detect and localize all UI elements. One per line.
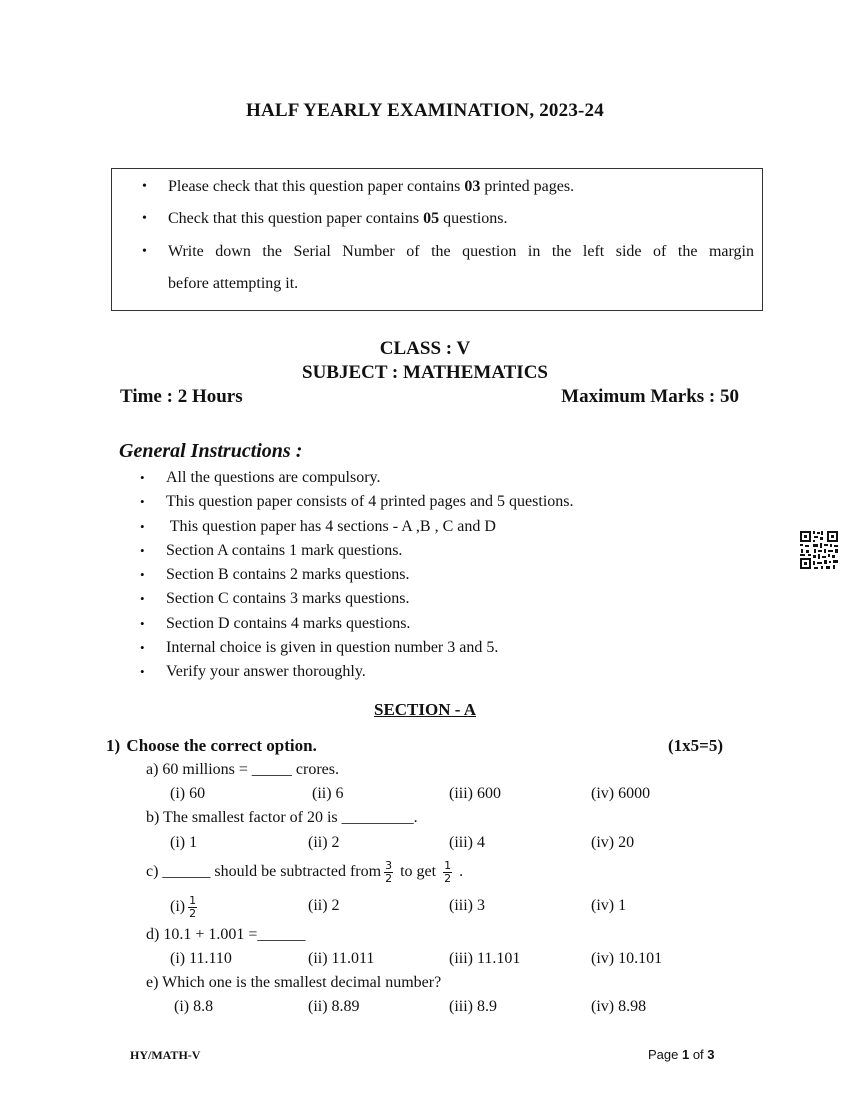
bullet-icon: •: [140, 664, 145, 680]
section-a-heading: SECTION - A: [373, 700, 477, 719]
option: (iv) 8.98: [591, 998, 647, 1015]
time-label: Time : 2 Hours: [120, 386, 243, 407]
option: (iv) 10.101: [591, 950, 663, 967]
option: (iv) 1: [591, 897, 627, 914]
option: (iii) 11.101: [449, 950, 521, 967]
class-label: CLASS : V: [379, 338, 471, 359]
option: (iii) 600: [449, 785, 501, 802]
bullet-icon: •: [140, 615, 145, 631]
fraction: $\frac{1}{2}$: [189, 893, 197, 920]
bullet-icon: •: [142, 244, 147, 259]
question-prompt: Choose the correct option.: [126, 736, 317, 755]
bullet-icon: •: [142, 211, 147, 226]
subject-label: SUBJECT : MATHEMATICS: [302, 362, 548, 383]
option: (iv) 20: [591, 834, 635, 851]
bullet-icon: •: [142, 179, 147, 194]
option: (i) 60: [170, 785, 206, 802]
option: (iii) 4: [449, 834, 485, 851]
question-1-heading: [106, 736, 317, 756]
qr-code-icon: [799, 530, 839, 570]
bullet-icon: •: [140, 494, 145, 510]
bullet-icon: •: [140, 518, 145, 534]
fraction: $\frac{3}{2}$: [385, 858, 393, 885]
option: (ii) 6: [312, 785, 344, 802]
page-number: Page 1 of 3: [648, 1047, 715, 1062]
bullet-icon: •: [140, 591, 145, 607]
question-part-e: e) Which one is the smallest decimal number?: [146, 974, 442, 991]
exam-title: HALF YEARLY EXAMINATION, 2023-24: [246, 100, 604, 121]
option: (ii) 8.89: [308, 998, 360, 1015]
bullet-icon: •: [140, 470, 145, 485]
option: (i) 1: [170, 834, 198, 851]
question-part-c: c) ______ should be subtracted from $\frac{3}{2}$ to get $\frac{1}{2}$ .: [146, 858, 464, 885]
option: (i) 8.8: [174, 998, 214, 1015]
option: (iv) 6000: [591, 785, 651, 802]
qr-code-graphic: [799, 530, 839, 570]
option: (i) $\frac{1}{2}$: [170, 893, 197, 920]
paper-code: HY/MATH-V: [130, 1048, 201, 1062]
question-1-marks: (1x5=5): [668, 736, 724, 755]
exam-page: HALF YEARLY EXAMINATION, 2023-24 • Please check that this question paper contains 03 printed pages. • Check that this question paper contains 05 questions. • Write down the Serial Number of the question in the left side of the margin before attempting it. CLASS : V SUBJECT : MATHEMATICS Time : 2 Hours Maximum Marks : 50 General Instructions : • All the questions are compulsory. • This question paper consists of 4 printed pages and 5 questions. • This question paper has 4 sections - A ,B , C and D • Section A contains 1 mark questions. • Section B contains 2 marks questions. • Section C contains 3 marks questions. • Section D contains 4 marks questions. • Internal choice is given in question number 3 and 5. • Verify your answer thoroughly. SECTION - A 1) Choose the correct option. (1x5=5) a) 60 millions = _____ crores. (i) 60 (ii) 6 (iii) 600 (iv) 6000 b) The smallest factor of 20 is _________. (i) 1 (ii) 2 (iii) 4 (iv) 20 c) ______ should be subtracted from $\frac{3}{2}$ to get $\frac{1}{2}$ . (i) $\frac{1}{2}$ (ii) 2 (iii) 3 (iv) 1 d) 10.1 + 1.001 =______ (i) 11.110 (ii) 11.011 (iii) 11.101 (iv) 10.101 e) Which one is the smallest decimal number? (i) 8.8 (ii) 8.89 (iii) 8.9 (iv) 8.98 HY/MATH-V Page 1 of 3: [0, 0, 850, 1100]
notice-box: • Please check that this question paper contains 03 printed pages. • Check that this question paper contains 05 questions. • Write down the Serial Number of the question in the left side of the margin before attempting it.: [111, 168, 763, 311]
option: (iii) 3: [449, 897, 485, 914]
general-instructions-heading: General Instructions :: [119, 440, 303, 462]
option: (ii) 2: [308, 897, 340, 914]
option: (i) 11.110: [170, 950, 232, 967]
option: (iii) 8.9: [449, 998, 497, 1015]
option: (ii) 11.011: [308, 950, 375, 967]
question-part-a: a) 60 millions = _____ crores.: [146, 761, 339, 778]
notice-line: Write down the Serial Number of the question in the left side of the margin: [168, 243, 754, 260]
bullet-icon: •: [140, 567, 145, 583]
bullet-icon: •: [140, 542, 145, 558]
question-number: 1): [106, 736, 121, 755]
question-part-d: d) 10.1 + 1.001 =______: [146, 926, 306, 943]
question-part-b: b) The smallest factor of 20 is _________.: [146, 809, 418, 826]
bullet-icon: •: [140, 640, 145, 656]
option: (ii) 2: [308, 834, 340, 851]
max-marks-label: Maximum Marks : 50: [561, 386, 739, 407]
fraction: $\frac{1}{2}$: [444, 858, 452, 885]
